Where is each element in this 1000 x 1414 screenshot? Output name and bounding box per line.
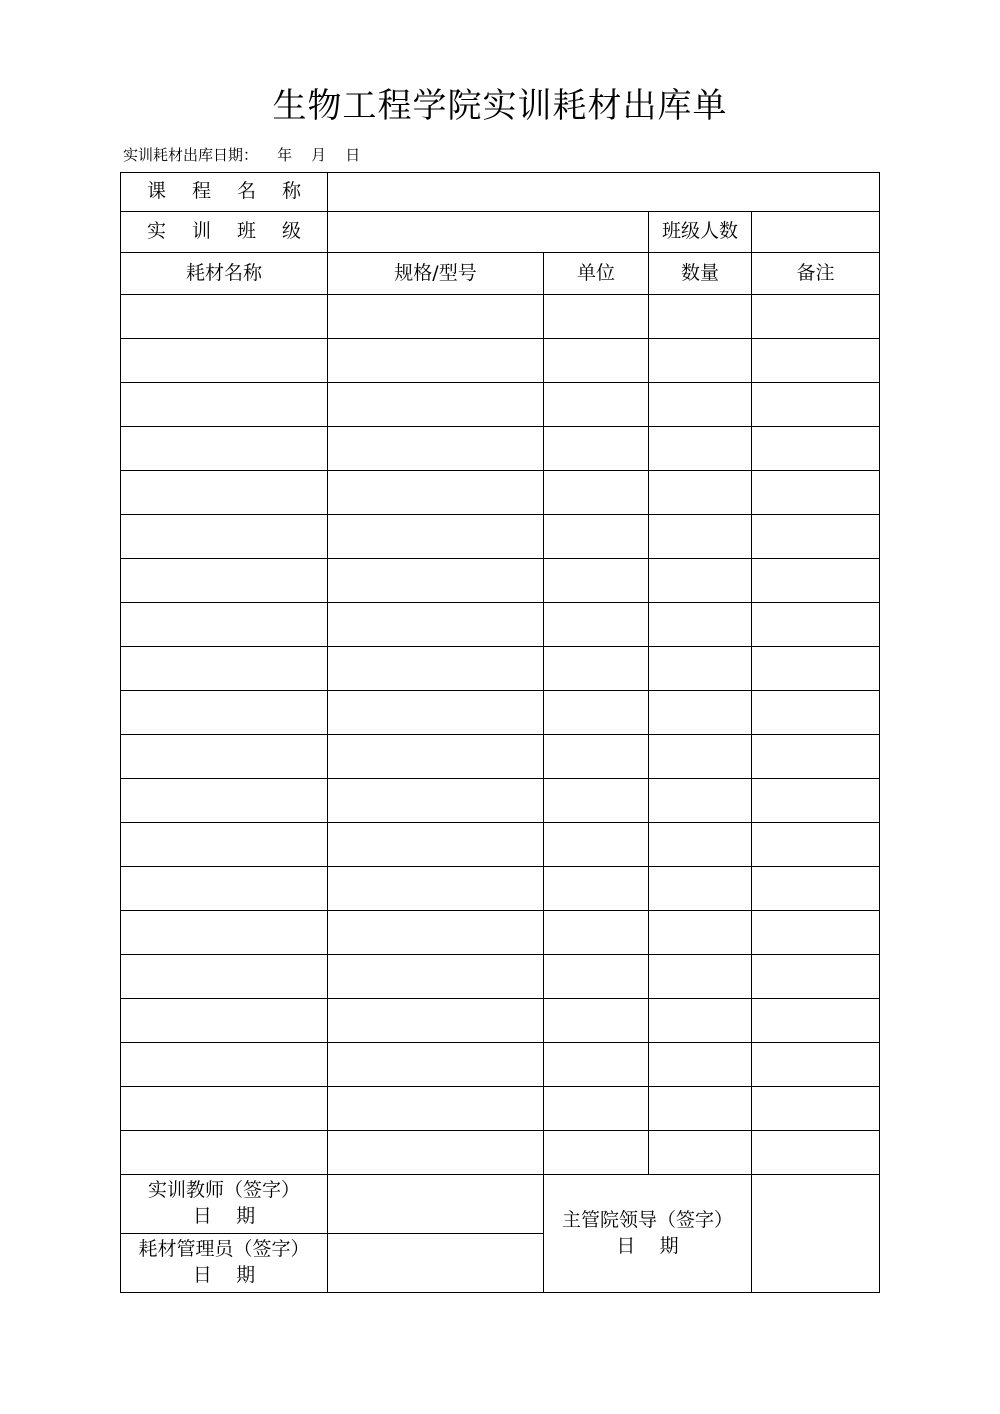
table-row	[121, 427, 880, 471]
table-cell[interactable]	[328, 911, 544, 955]
course-row	[121, 173, 880, 212]
table-cell[interactable]	[121, 339, 328, 383]
table-cell[interactable]	[121, 295, 328, 339]
table-cell[interactable]	[121, 383, 328, 427]
table-cell[interactable]	[649, 867, 752, 911]
table-cell[interactable]	[649, 1087, 752, 1131]
table-row	[121, 1043, 880, 1087]
manager-date-text: 日 期	[192, 1264, 256, 1286]
table-cell[interactable]	[752, 295, 880, 339]
table-cell[interactable]	[752, 1087, 880, 1131]
table-cell[interactable]	[544, 515, 649, 559]
table-row	[121, 339, 880, 383]
page-title: 生物工程学院实训耗材出库单	[272, 86, 728, 126]
table-cell[interactable]	[649, 691, 752, 735]
table-cell[interactable]	[121, 603, 328, 647]
table-cell[interactable]	[544, 735, 649, 779]
table-cell[interactable]	[544, 383, 649, 427]
table-cell[interactable]	[121, 471, 328, 515]
leader-date-text: 日 期	[616, 1234, 679, 1257]
table-cell[interactable]	[544, 295, 649, 339]
table-cell[interactable]	[649, 515, 752, 559]
table-cell[interactable]	[544, 427, 649, 471]
table-row	[121, 1131, 880, 1175]
table-cell[interactable]	[544, 691, 649, 735]
table-row	[121, 867, 880, 911]
table-cell[interactable]	[649, 999, 752, 1043]
table-cell[interactable]	[649, 383, 752, 427]
table-cell[interactable]	[328, 691, 544, 735]
table-cell[interactable]	[121, 647, 328, 691]
table-cell[interactable]	[544, 911, 649, 955]
table-cell[interactable]	[328, 1043, 544, 1087]
table-cell[interactable]	[752, 339, 880, 383]
leader-signature-field[interactable]	[752, 1175, 880, 1293]
table-cell[interactable]	[328, 647, 544, 691]
column-header-row	[121, 253, 880, 295]
table-cell[interactable]	[121, 779, 328, 823]
table-cell[interactable]	[649, 735, 752, 779]
column-header: 耗材名称	[121, 253, 328, 295]
table-cell[interactable]	[544, 955, 649, 999]
table-cell[interactable]	[121, 559, 328, 603]
course-name-field[interactable]	[328, 173, 880, 212]
table-cell[interactable]	[328, 471, 544, 515]
leader-signature-label	[544, 1175, 752, 1293]
table-cell[interactable]	[752, 911, 880, 955]
table-cell[interactable]	[328, 823, 544, 867]
table-cell[interactable]	[752, 603, 880, 647]
table-cell[interactable]	[328, 339, 544, 383]
table-cell[interactable]	[121, 823, 328, 867]
column-header: 规格/型号	[328, 253, 544, 295]
table-cell[interactable]	[328, 603, 544, 647]
table-row	[121, 295, 880, 339]
table-cell[interactable]	[121, 955, 328, 999]
table-cell[interactable]	[649, 911, 752, 955]
table-cell[interactable]	[752, 1131, 880, 1175]
table-cell[interactable]	[752, 1043, 880, 1087]
teacher-signature-field[interactable]	[328, 1175, 544, 1234]
table-cell[interactable]	[649, 1043, 752, 1087]
table-row	[121, 999, 880, 1043]
teacher-sign-text: 实训教师（签字）	[147, 1179, 300, 1202]
table-cell[interactable]	[544, 1131, 649, 1175]
table-cell[interactable]	[752, 955, 880, 999]
table-cell[interactable]	[544, 1087, 649, 1131]
table-cell[interactable]	[544, 779, 649, 823]
column-header: 备注	[752, 253, 880, 295]
manager-sign-text: 耗材管理员（签字）	[138, 1238, 310, 1261]
table-cell[interactable]	[752, 779, 880, 823]
column-header: 数量	[649, 253, 752, 295]
table-cell[interactable]	[752, 559, 880, 603]
table-cell[interactable]	[328, 295, 544, 339]
table-cell[interactable]	[544, 603, 649, 647]
table-cell[interactable]	[121, 691, 328, 735]
class-field[interactable]	[328, 212, 649, 253]
table-cell[interactable]	[649, 603, 752, 647]
issue-date-line: 实训耗材出库日期： 年 月 日	[123, 146, 361, 164]
table-row	[121, 1087, 880, 1131]
table-cell[interactable]	[752, 427, 880, 471]
class-size-label: 班级人数	[649, 212, 752, 253]
signature-row	[121, 1175, 880, 1234]
manager-signature-label	[121, 1234, 328, 1293]
table-cell[interactable]	[121, 515, 328, 559]
table-cell[interactable]	[121, 999, 328, 1043]
manager-signature-field[interactable]	[328, 1234, 544, 1293]
table-row	[121, 383, 880, 427]
table-cell[interactable]	[328, 515, 544, 559]
table-cell[interactable]	[328, 427, 544, 471]
table-cell[interactable]	[649, 779, 752, 823]
table-cell[interactable]	[752, 735, 880, 779]
table-cell[interactable]	[328, 1087, 544, 1131]
table-cell[interactable]	[752, 867, 880, 911]
table-cell[interactable]	[121, 427, 328, 471]
table-row	[121, 691, 880, 735]
table-cell[interactable]	[121, 911, 328, 955]
table-cell[interactable]	[121, 1131, 328, 1175]
table-row	[121, 911, 880, 955]
table-cell[interactable]	[121, 735, 328, 779]
table-cell[interactable]	[752, 691, 880, 735]
table-cell[interactable]	[649, 471, 752, 515]
table-cell[interactable]	[544, 647, 649, 691]
table-cell[interactable]	[649, 427, 752, 471]
table-cell[interactable]	[649, 823, 752, 867]
table-cell[interactable]	[544, 1043, 649, 1087]
table-cell[interactable]	[328, 867, 544, 911]
table-cell[interactable]	[752, 515, 880, 559]
class-size-field[interactable]	[752, 212, 880, 253]
table-cell[interactable]	[752, 647, 880, 691]
table-row	[121, 603, 880, 647]
table-cell[interactable]	[752, 999, 880, 1043]
table-cell[interactable]	[544, 999, 649, 1043]
course-name-label: 课 程 名 称	[121, 173, 328, 212]
table-row	[121, 955, 880, 999]
table-cell[interactable]	[649, 955, 752, 999]
table-cell[interactable]	[649, 559, 752, 603]
table-cell[interactable]	[328, 735, 544, 779]
table-cell[interactable]	[649, 647, 752, 691]
table-cell[interactable]	[649, 1131, 752, 1175]
teacher-signature-label	[121, 1175, 328, 1234]
table-row	[121, 735, 880, 779]
table-cell[interactable]	[544, 559, 649, 603]
table-row	[121, 823, 880, 867]
table-cell[interactable]	[649, 339, 752, 383]
table-cell[interactable]	[328, 779, 544, 823]
issue-form-table	[120, 172, 880, 1293]
table-cell[interactable]	[121, 1043, 328, 1087]
column-header: 单位	[544, 253, 649, 295]
table-cell[interactable]	[752, 823, 880, 867]
table-cell[interactable]	[752, 383, 880, 427]
table-cell[interactable]	[649, 295, 752, 339]
class-row	[121, 212, 880, 253]
table-cell[interactable]	[544, 867, 649, 911]
table-cell[interactable]	[328, 999, 544, 1043]
teacher-date-text: 日 期	[192, 1205, 256, 1227]
leader-sign-text: 主管院领导（签字）	[561, 1208, 733, 1231]
table-cell[interactable]	[121, 1087, 328, 1131]
table-cell[interactable]	[328, 1131, 544, 1175]
table-cell[interactable]	[752, 471, 880, 515]
table-cell[interactable]	[328, 383, 544, 427]
table-cell[interactable]	[544, 823, 649, 867]
table-cell[interactable]	[544, 339, 649, 383]
table-row	[121, 559, 880, 603]
class-label: 实 训 班 级	[121, 212, 328, 253]
table-row	[121, 779, 880, 823]
table-row	[121, 515, 880, 559]
table-cell[interactable]	[328, 559, 544, 603]
table-cell[interactable]	[544, 471, 649, 515]
table-row	[121, 647, 880, 691]
table-cell[interactable]	[121, 867, 328, 911]
table-row	[121, 471, 880, 515]
table-cell[interactable]	[328, 955, 544, 999]
